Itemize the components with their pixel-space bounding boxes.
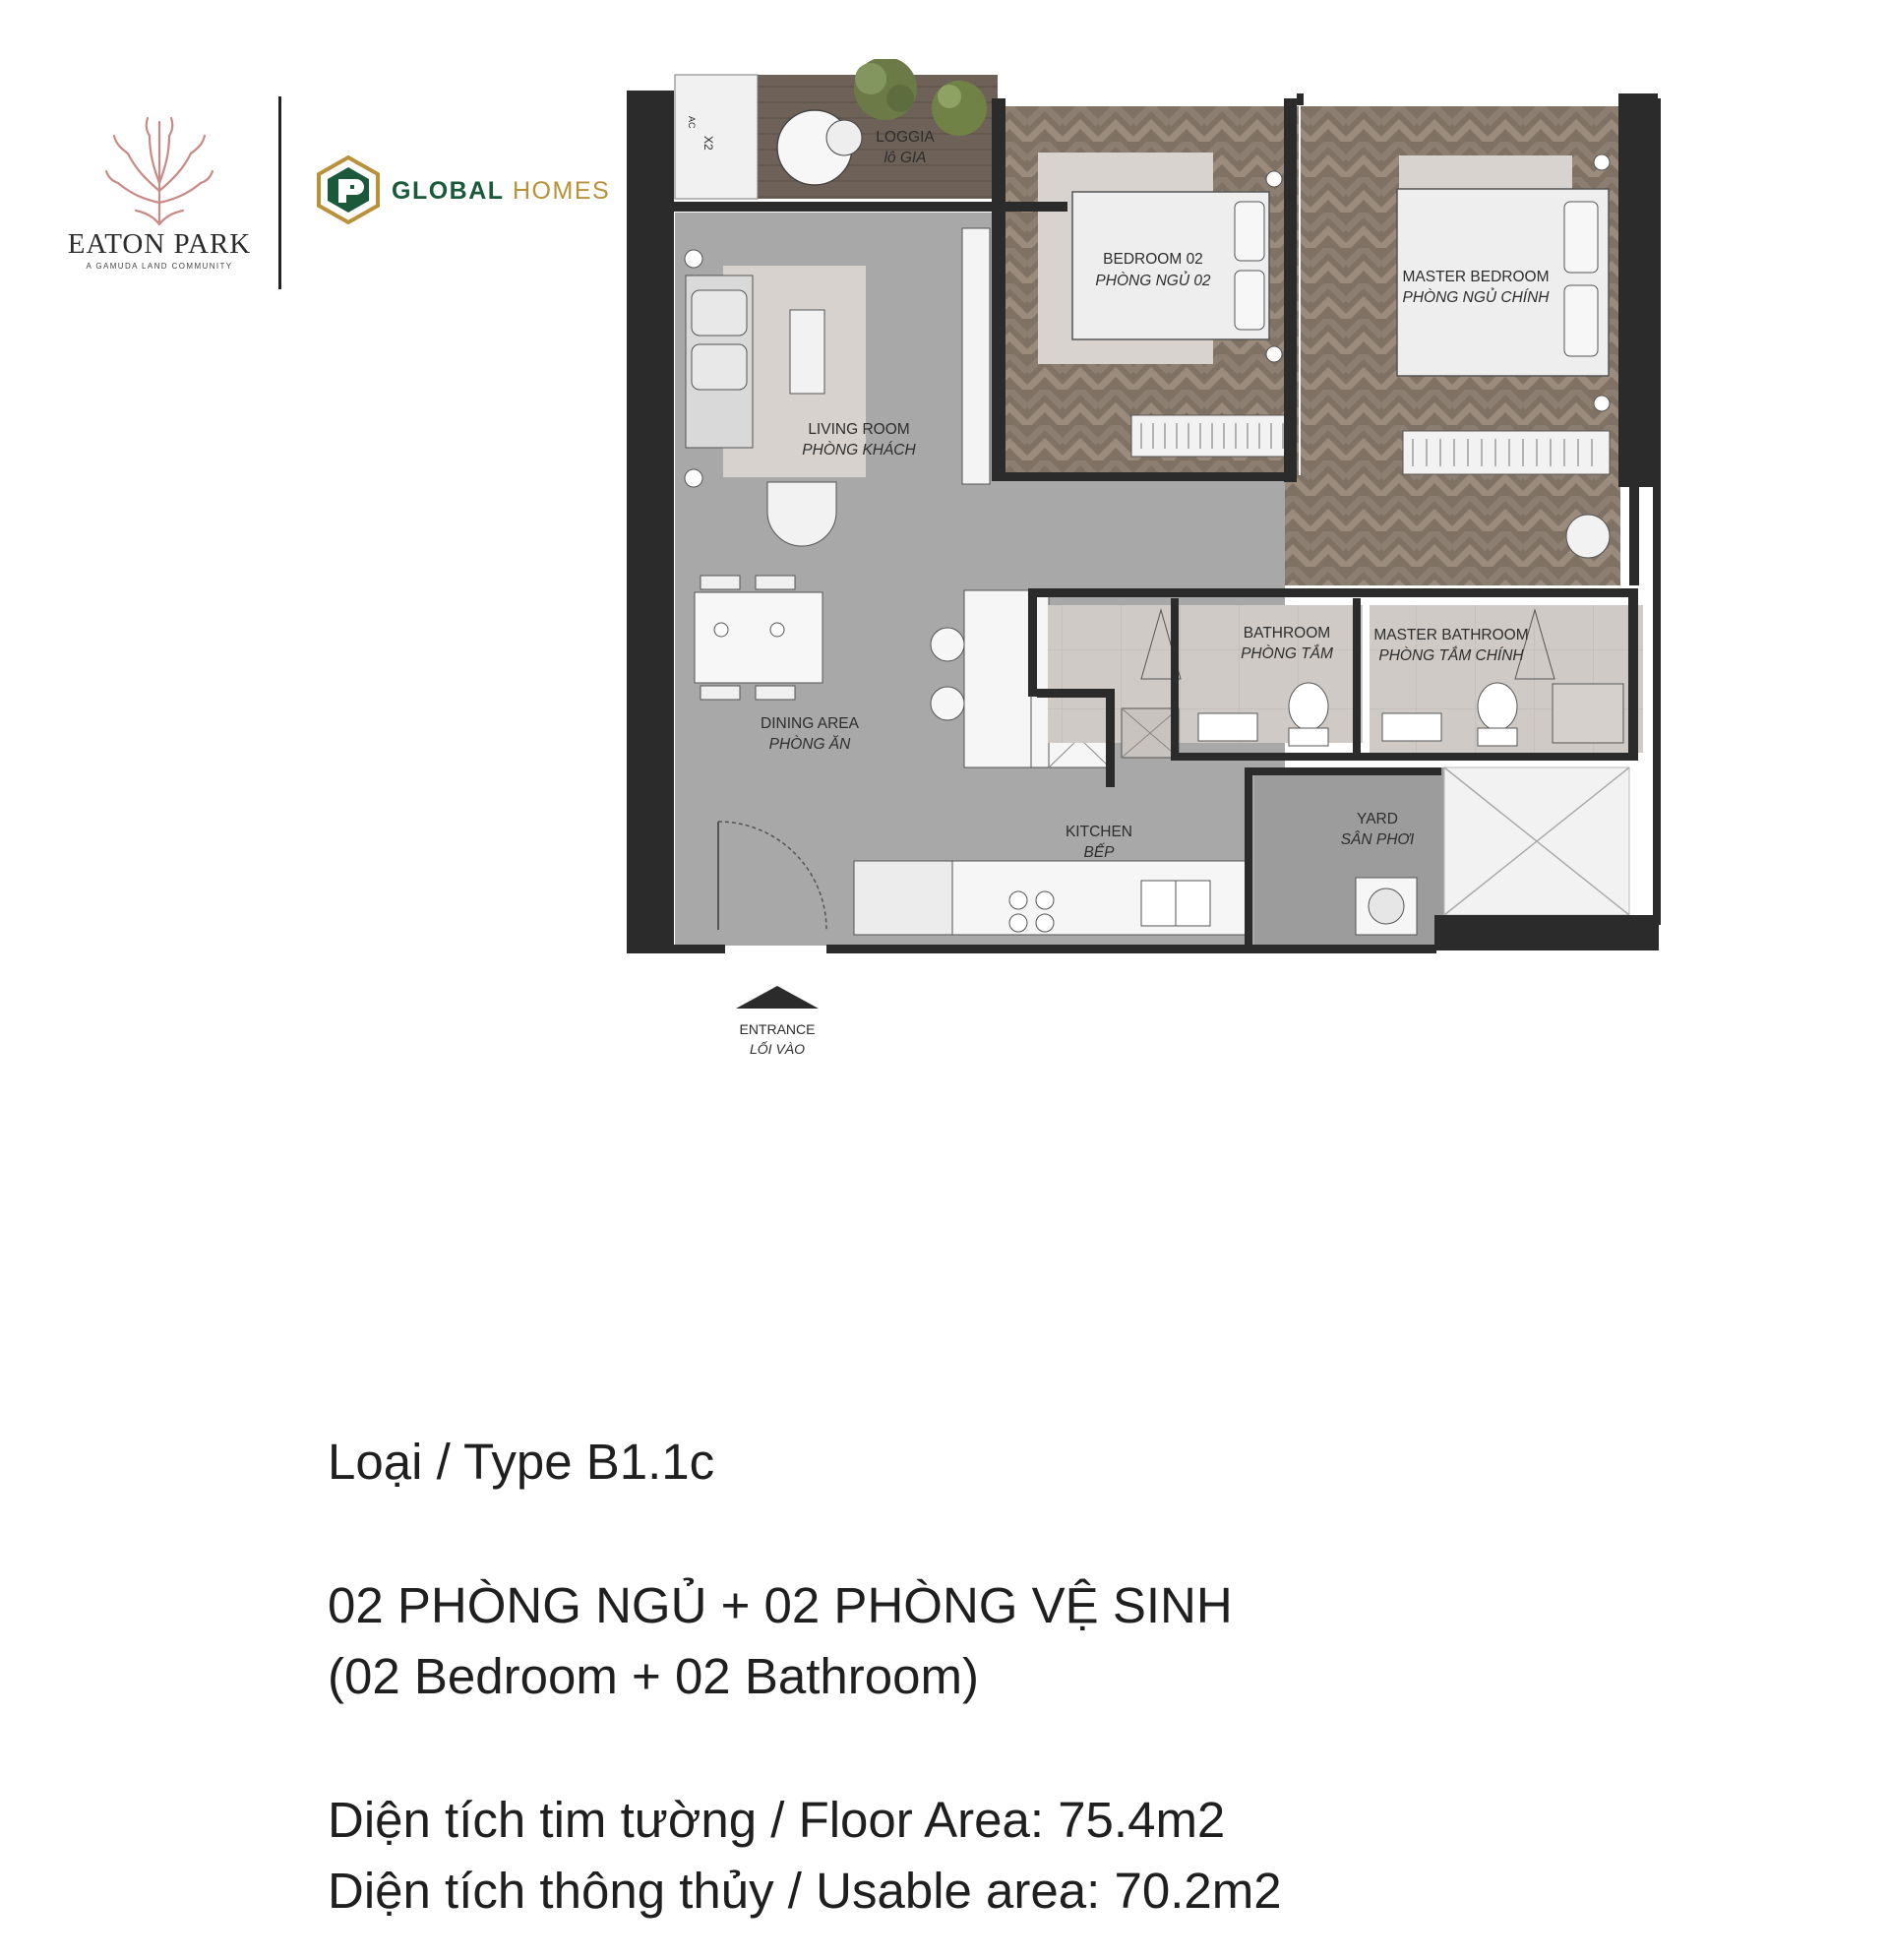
living-room-label-vi: PHÒNG KHÁCH — [802, 442, 916, 459]
unit-info — [328, 1427, 1803, 1927]
usable-area: Diện tích thông thủy / Usable area: 70.2m2 — [328, 1863, 1282, 1919]
master-bathroom-label-vi: PHÒNG TẮM CHÍNH — [1378, 647, 1524, 664]
bathroom-label-vi: PHÒNG TẮM — [1241, 645, 1333, 662]
ac-label: AC — [687, 116, 697, 129]
coffee-table — [790, 310, 824, 394]
dining-area-label: DINING AREA — [761, 715, 859, 732]
global-homes-emblem-icon — [317, 155, 380, 224]
ac-count: X2 — [701, 136, 715, 151]
kitchen-counter — [854, 861, 1248, 935]
unit-type: Loại / Type B1.1c — [328, 1434, 715, 1490]
ac-ledge — [675, 75, 758, 199]
bedroom-02-wardrobe — [1131, 415, 1294, 457]
living-room-label: LIVING ROOM — [808, 421, 910, 438]
room-count-vi: 02 PHÒNG NGỦ + 02 PHÒNG VỆ SINH — [328, 1577, 1233, 1633]
global-homes-logo — [317, 155, 612, 224]
yard-label: YARD — [1357, 811, 1398, 827]
bedroom-02-label: BEDROOM 02 — [1103, 251, 1203, 268]
master-bedroom-label-vi: PHÒNG NGỦ CHÍNH — [1402, 289, 1550, 306]
master-bathroom-label: MASTER BATHROOM — [1373, 627, 1529, 643]
logo-divider — [278, 96, 281, 289]
kitchen-label-vi: BẾP — [1083, 844, 1115, 861]
yard-floor — [1254, 767, 1446, 945]
floor-plan — [620, 59, 1682, 1082]
dining-table — [695, 576, 823, 700]
room-count-en: (02 Bedroom + 02 Bathroom) — [328, 1648, 979, 1704]
yard-label-vi: SÂN PHƠI — [1340, 831, 1415, 848]
kitchen-island — [964, 590, 1031, 767]
tv-cabinet — [962, 228, 990, 484]
dining-area-label-vi: PHÒNG ĂN — [768, 736, 851, 753]
loggia-label-vi: lô GIA — [884, 150, 927, 166]
kitchen-label: KITCHEN — [1065, 824, 1133, 840]
master-bedroom-label: MASTER BEDROOM — [1402, 269, 1550, 285]
master-wardrobe — [1403, 431, 1610, 474]
loggia-label: LOGGIA — [876, 129, 935, 146]
entrance-label-vi: LỐI VÀO — [749, 1041, 806, 1057]
eaton-park-name: EATON PARK — [67, 228, 252, 260]
bedroom-02-label-vi: PHÒNG NGỦ 02 — [1095, 273, 1211, 289]
armchair — [767, 482, 836, 546]
global-homes-bold: GLOBAL — [392, 177, 505, 205]
eaton-park-tagline: A GAMUDA LAND COMMUNITY — [86, 262, 233, 271]
floor-area: Diện tích tim tường / Floor Area: 75.4m2 — [328, 1792, 1226, 1848]
entrance-arrow-icon — [736, 986, 819, 1009]
sofa — [686, 276, 753, 448]
global-homes-light: HOMES — [513, 177, 611, 205]
eaton-park-logo — [51, 114, 268, 281]
entrance-label: ENTRANCE — [739, 1021, 816, 1037]
bathroom-label: BATHROOM — [1243, 625, 1331, 642]
global-homes-name — [392, 177, 610, 206]
tree-emblem-icon — [51, 114, 268, 228]
